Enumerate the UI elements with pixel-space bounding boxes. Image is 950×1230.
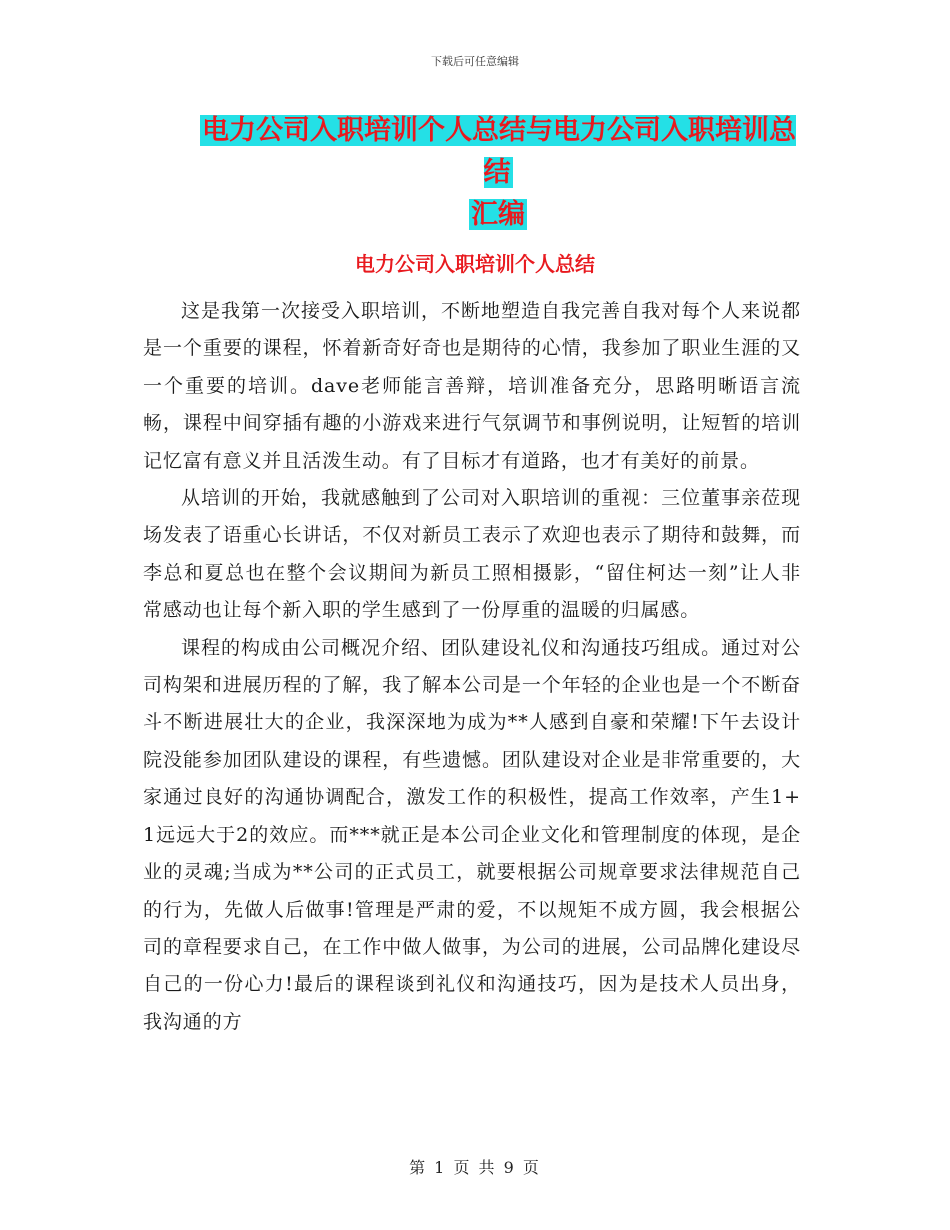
document-title-line-1: 电力公司入职培训个人总结与电力公司入职培训总结 [202, 115, 796, 188]
page-footer: 第 1 页 共 9 页 [409, 1158, 541, 1177]
paragraph-1: 这是我第一次接受入职培训，不断地塑造自我完善自我对每个人来说都是一个重要的课程，怀着新奇好奇也是期待的心情，我参加了职业生涯的又一个重要的培训。dave老师能言善辩，培训准备充分，思路明晰语言流畅，课程中间穿插有趣的小游戏来进行气氛调节和事例说明，让短暂的培训记忆富有意义并且活泼生动。有了目标才有道路，也才有美好的前景。 [143, 300, 801, 472]
section-title: 电力公司入职培训个人总结 [355, 252, 595, 276]
paragraph-2: 从培训的开始，我就感触到了公司对入职培训的重视：三位董事亲莅现场发表了语重心长讲话，不仅对新员工表示了欢迎也表示了期待和鼓舞，而李总和夏总也在整个会议期间为新员工照相摄影，“留住柯达一刻”让人非常感动也让每个新入职的学生感到了一份厚重的温暖的归属感。 [143, 487, 801, 622]
body-text [143, 293, 801, 1041]
document-title-line-2: 汇编 [471, 199, 525, 230]
document-title [190, 110, 806, 236]
paragraph-3: 课程的构成由公司概况介绍、团队建设礼仪和沟通技巧组成。通过对公司构架和进展历程的了解，我了解本公司是一个年轻的企业也是一个不断奋斗不断进展壮大的企业，我深深地为成为**人感到自豪和荣耀!下午去设计院没能参加团队建设的课程，有些遗憾。团队建设对企业是非常重要的，大家通过良好的沟通协调配合，激发工作的积极性，提高工作效率，产生1+1远远大于2的效应。而***就正是本公司企业文化和管理制度的体现，是企业的灵魂;当成为**公司的正式员工，就要根据公司规章要求法律规范自己的行为，先做人后做事!管理是严肃的爱，不以规矩不成方圆，我会根据公司的章程要求自己，在工作中做人做事，为公司的进展，公司品牌化建设尽自己的一份心力!最后的课程谈到礼仪和沟通技巧，因为是技术人员出身，我沟通的方 [143, 636, 801, 1033]
header-note: 下载后可任意编辑 [431, 55, 519, 68]
